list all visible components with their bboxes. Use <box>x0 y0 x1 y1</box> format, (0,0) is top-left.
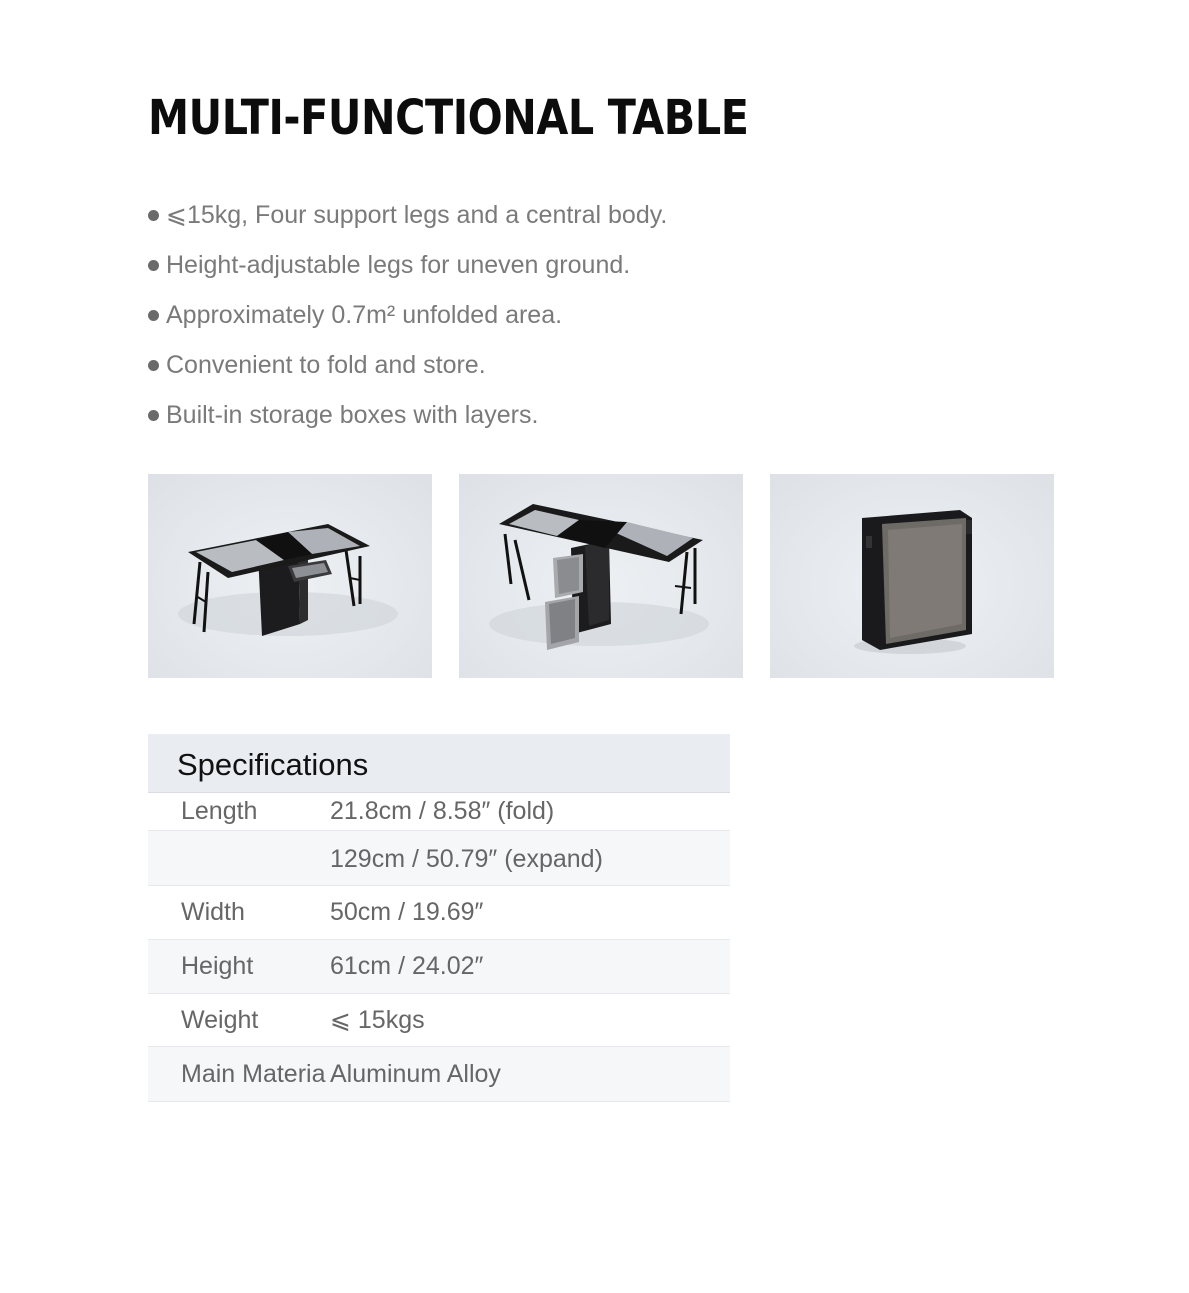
page-title: MULTI-FUNCTIONAL TABLE <box>148 90 749 146</box>
feature-item <box>148 290 667 340</box>
feature-item <box>148 190 667 240</box>
bullet-icon <box>148 260 159 271</box>
feature-text: Approximately 0.7m² unfolded area. <box>166 301 563 329</box>
table-with-drawer-image <box>148 474 432 678</box>
feature-item <box>148 240 667 290</box>
table-with-storage-boxes-image <box>459 474 743 678</box>
spec-row <box>148 831 730 886</box>
bullet-icon <box>148 310 159 321</box>
specifications-table <box>148 734 730 1102</box>
bullet-icon <box>148 360 159 371</box>
specifications-header: Specifications <box>148 734 730 793</box>
spec-row <box>148 793 730 831</box>
spec-row <box>148 940 730 994</box>
feature-text: ⩽15kg, Four support legs and a central body. <box>166 201 668 229</box>
feature-text: Height-adjustable legs for uneven ground. <box>166 251 631 279</box>
bullet-icon <box>148 210 159 221</box>
spec-label: Length <box>181 797 258 825</box>
feature-item <box>148 340 667 390</box>
spec-value: 50cm / 19.69″ <box>330 898 484 926</box>
spec-label: Width <box>181 898 245 926</box>
spec-label: Weight <box>181 1005 259 1034</box>
bullet-icon <box>148 410 159 421</box>
spec-row <box>148 886 730 940</box>
spec-value: Aluminum Alloy <box>330 1059 501 1088</box>
feature-item <box>148 390 667 440</box>
spec-value: 61cm / 24.02″ <box>330 952 484 980</box>
spec-label: Main Materia <box>181 1059 326 1088</box>
folded-table-case-image <box>770 474 1054 678</box>
spec-row <box>148 1047 730 1102</box>
feature-text: Built-in storage boxes with layers. <box>166 401 539 429</box>
spec-value: ⩽ 15kgs <box>330 1006 425 1034</box>
product-gallery <box>148 474 1054 678</box>
feature-text: Convenient to fold and store. <box>166 351 486 379</box>
spec-row <box>148 994 730 1047</box>
spec-label: Height <box>181 952 254 980</box>
spec-value: 129cm / 50.79″ (expand) <box>330 844 603 873</box>
feature-list <box>148 190 667 440</box>
spec-value: 21.8cm / 8.58″ (fold) <box>330 797 555 825</box>
